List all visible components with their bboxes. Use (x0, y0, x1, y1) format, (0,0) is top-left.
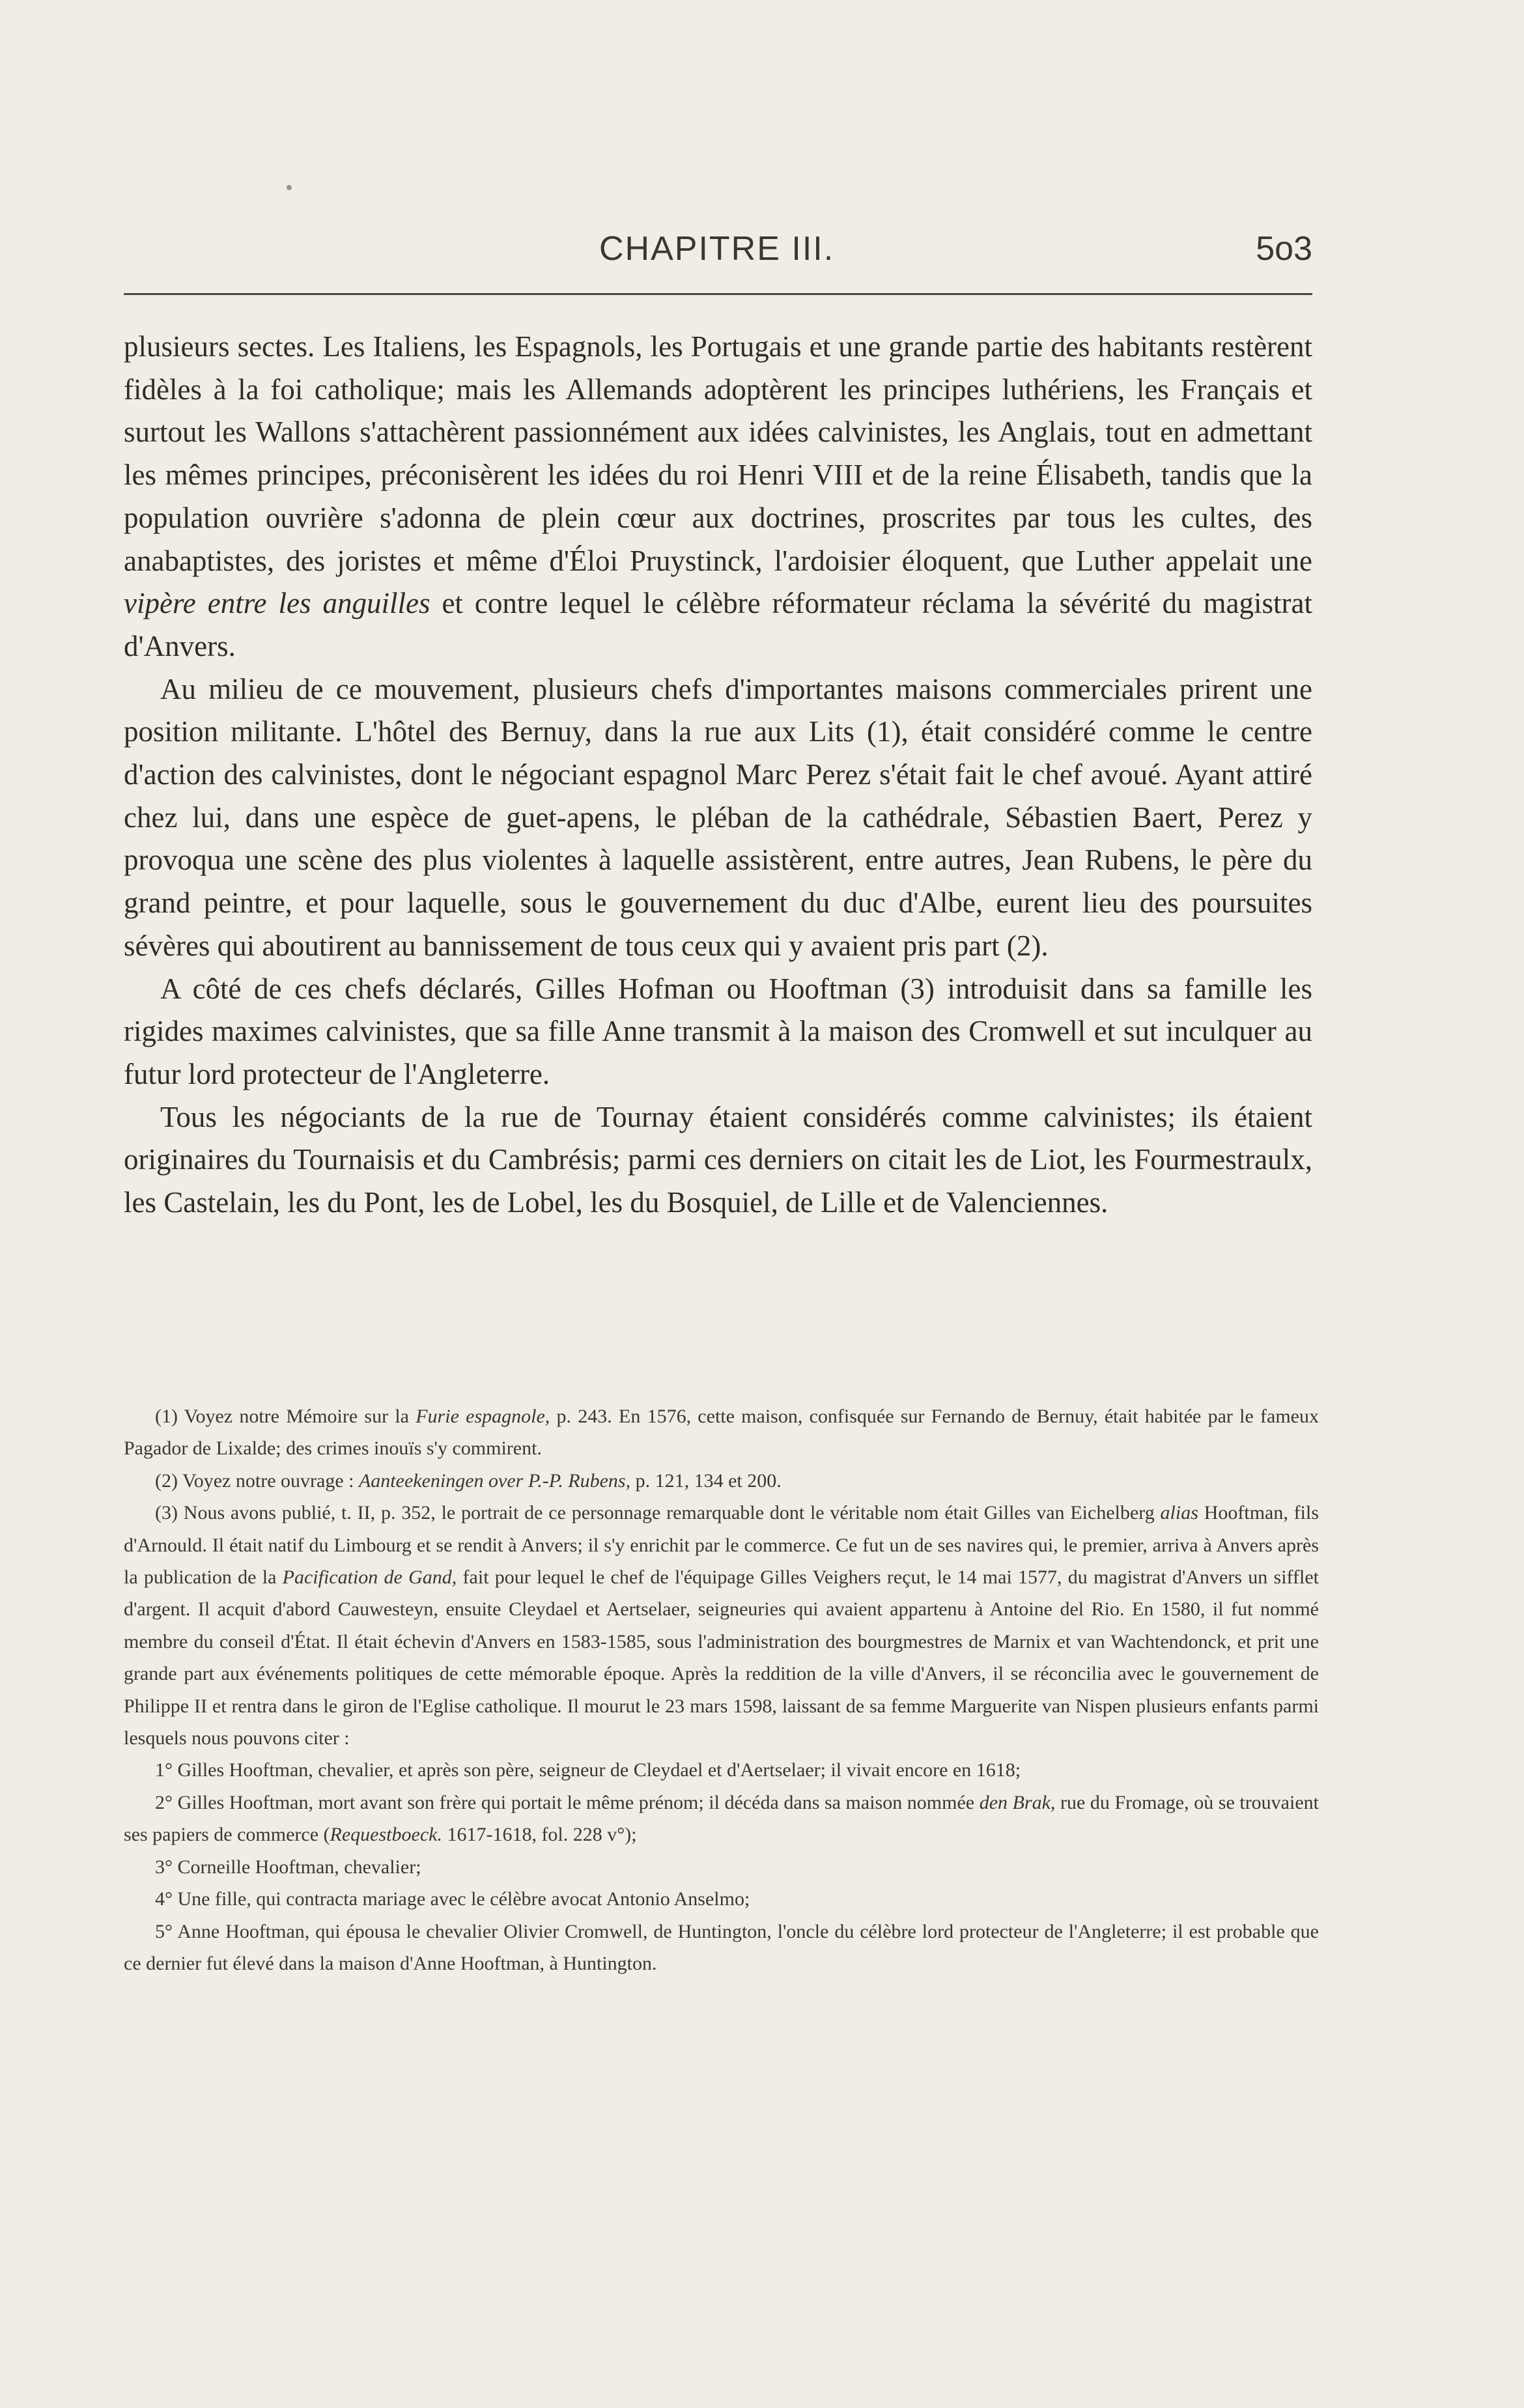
footnote-list-item (124, 1883, 1319, 1915)
ink-speck (287, 185, 292, 190)
footnote-list-item (124, 1754, 1319, 1786)
text-run: plusieurs sectes. Les Italiens, les Espagnols, les Portugais et une grande partie des habitants restèrent fidèles à la foi catholique; mais les Allemands adoptèrent les principes luthériens, les Français et surtout les Wallons s'attachèrent passionnément aux idées calvinistes, les Anglais, tout en admettant les mêmes principes, préconisèrent les idées du roi Henri VIII et de la reine Élisabeth, tandis que la population ouvrière s'adonna de plein cœur aux doctrines, proscrites par tous les cultes, des anabaptistes, des joristes et même d'Éloi Pruystinck, l'ardoisier éloquent, que Luther appelait une (124, 330, 1312, 577)
text-run: 5° Anne Hooftman, qui épousa le chevalier Olivier Cromwell, de Huntington, l'oncle du célèbre lord protecteur de l'Angleterre; il est probable que ce dernier fut élevé dans la maison d'Anne Hooftman, à Huntington. (124, 1920, 1319, 1974)
footnote-list-item (124, 1916, 1319, 1980)
text-run: rue du Fromage, où se trouvaient ses papiers de commerce ( (124, 1791, 1319, 1846)
paragraph (124, 1096, 1312, 1225)
text-run: A côté de ces chefs déclarés, Gilles Hofman ou Hooftman (3) introduisit dans sa famille les rigides maximes calvinistes, que sa fille Anne transmit à la maison des Cromwell et sut inculquer au futur lord protecteur de l'Angleterre. (124, 972, 1312, 1090)
italic-title: Furie espagnole, (416, 1406, 550, 1427)
italic-title: Requestboeck. (330, 1824, 442, 1846)
text-run: (3) Nous avons publié, t. II, p. 352, le portrait de ce personnage remarquable dont le véritable nom était Gilles van Eichelberg (155, 1502, 1161, 1524)
text-run: p. 243. En 1576, cette maison, confisquée sur Fernando de Bernuy, était habitée par le fameux Pagador de Lixalde; des crimes inouïs s'y commirent. (124, 1406, 1319, 1460)
paragraph (124, 326, 1312, 668)
italic-phrase: vipère entre les anguilles (124, 587, 430, 620)
text-run: fait pour lequel le chef de l'équipage Gilles Veighers reçut, le 14 mai 1577, du magistrat d'Anvers un sifflet d'argent. Il acquit d'abord Cauwesteyn, ensuite Cleydael et Aertselaer, seigneuries qui avaient appartenu à Antoine del Rio. En 1580, il fut nommé membre du conseil d'État. Il était échevin d'Anvers en 1583-1585, sous l'administration des bourgmestres de Marnix et van Wachtendonck, et prit une grande part aux événements politiques de cette mémorable époque. Après la reddition de la ville d'Anvers, il se réconcilia avec le gouvernement de Philippe II et rentra dans le giron de l'Eglise catholique. Il mourut le 23 mars 1598, laissant de sa femme Marguerite van Nispen plusieurs enfants parmi lesquels nous pouvons citer : (124, 1566, 1319, 1749)
footnote-list-item (124, 1787, 1319, 1851)
text-run: 1° Gilles Hooftman, chevalier, et après son père, seigneur de Cleydael et d'Aertselaer; il vivait encore en 1618; (155, 1759, 1021, 1781)
running-header (124, 229, 1312, 294)
italic-title: Pacification de Gand, (282, 1566, 457, 1589)
footnote (124, 1465, 1319, 1497)
text-run: (1) Voyez notre Mémoire sur la (155, 1406, 416, 1427)
text-run: 1617-1618, fol. 228 v°); (442, 1824, 637, 1846)
text-run: p. 121, 134 et 200. (630, 1469, 782, 1492)
text-run: Tous les négociants de la rue de Tournay étaient considérés comme calvinistes; ils étaient originaires du Tournaisis et du Cambrésis; parmi ces derniers on citait les de Liot, les Fourmestraulx, les Castelain, les du Pont, les de Lobel, les du Bosquiel, de Lille et de Valenciennes. (124, 1100, 1312, 1219)
text-run: 2° Gilles Hooftman, mort avant son frère qui portait le même prénom; il décéda dans sa maison nommée (155, 1791, 980, 1813)
paragraph (124, 668, 1312, 968)
footnotes (124, 1400, 1319, 1979)
italic-title: Aanteekeningen over P.-P. Rubens, (358, 1469, 631, 1492)
footnote-list-item (124, 1851, 1319, 1883)
chapter-title: CHAPITRE III. (599, 230, 835, 268)
page-number: 5o3 (1256, 230, 1312, 268)
footnote (124, 1400, 1319, 1465)
body-text (124, 326, 1312, 1225)
italic-word: alias (1160, 1502, 1198, 1524)
text-run: Au milieu de ce mouvement, plusieurs chefs d'importantes maisons commerciales prirent une position militante. L'hôtel des Bernuy, dans la rue aux Lits (1), était considéré comme le centre d'action des calvinistes, dont le négociant espagnol Marc Perez s'était fait le chef avoué. Ayant attiré chez lui, dans une espèce de guet-apens, le pléban de la cathédrale, Sébastien Baert, Perez y provoqua une scène des plus violentes à laquelle assistèrent, entre autres, Jean Rubens, le père du grand peintre, et pour laquelle, sous le gouvernement du duc d'Albe, eurent lieu des poursuites sévères qui aboutirent au bannissement de tous ceux qui y avaient pris part (2). (124, 672, 1312, 962)
paragraph (124, 968, 1312, 1096)
footnote (124, 1497, 1319, 1754)
text-run: (2) Voyez notre ouvrage : (155, 1469, 359, 1492)
header-rule (124, 293, 1312, 295)
text-run: et contre lequel le célèbre réformateur réclama la sévérité du magistrat d'Anvers. (124, 587, 1312, 662)
text-run: 4° Une fille, qui contracta mariage avec le célèbre avocat Antonio Anselmo; (155, 1888, 750, 1910)
italic-name: den Brak, (979, 1791, 1056, 1813)
text-run: Hooftman, fils d'Arnould. Il était natif du Limbourg et se rendit à Anvers; il s'y enrichit par le commerce. Ce fut un de ses navires qui, le premier, arriva à Anvers après la publication de la (124, 1502, 1319, 1589)
text-run: 3° Corneille Hooftman, chevalier; (155, 1856, 421, 1878)
